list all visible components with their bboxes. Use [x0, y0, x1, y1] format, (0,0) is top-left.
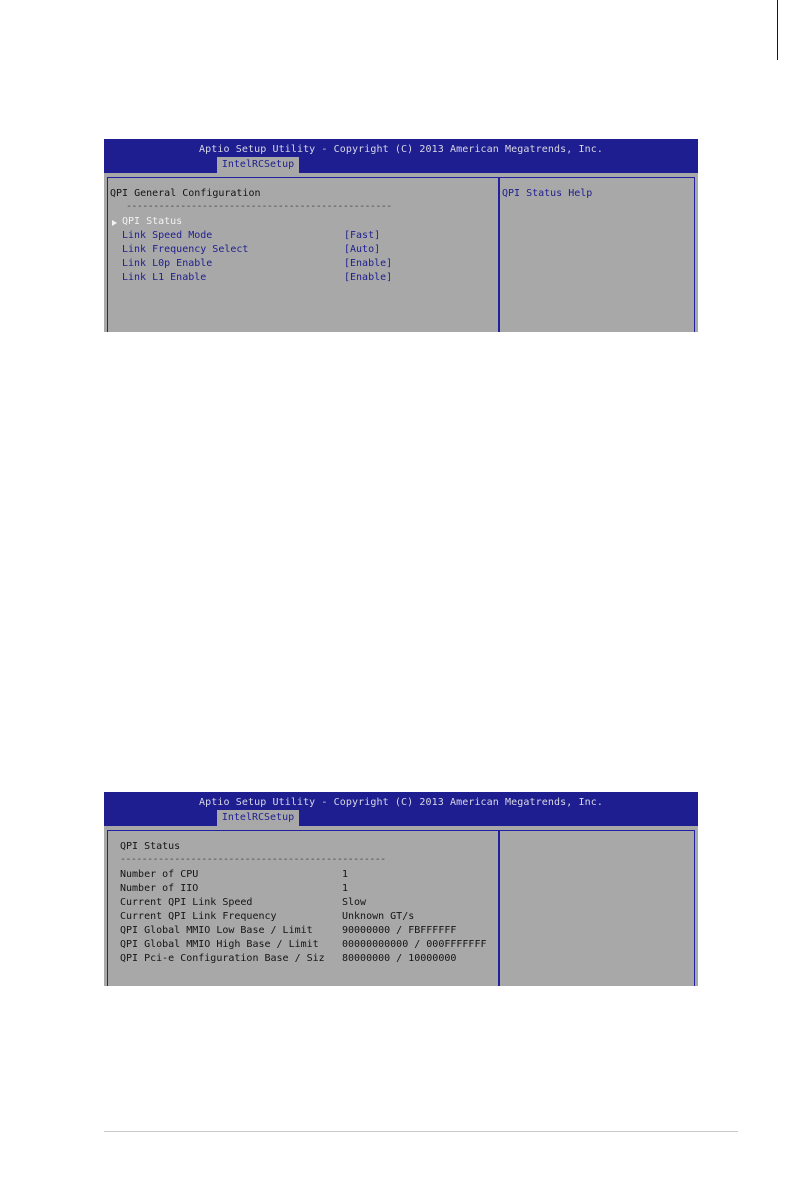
setting-label: Link L1 Enable	[122, 272, 207, 283]
submenu-label: QPI Status	[122, 216, 183, 227]
status-panel	[107, 830, 499, 986]
bios-screen-qpi-status	[104, 792, 698, 986]
info-label: Number of CPU	[120, 869, 199, 880]
info-row-number-of-iio	[120, 883, 492, 897]
info-value: 80000000 / 10000000	[342, 953, 457, 964]
info-label: Current QPI Link Speed	[120, 897, 253, 908]
info-value: 1	[342, 883, 349, 894]
bios-header	[104, 139, 698, 173]
setting-value: [Enable]	[344, 258, 393, 269]
tab-intelrcsetup[interactable]: IntelRCSetup	[217, 810, 299, 826]
setting-label: Link Frequency Select	[122, 244, 249, 255]
settings-panel	[107, 177, 499, 332]
setting-value: [Fast]	[344, 230, 381, 241]
bios-title: Aptio Setup Utility - Copyright (C) 2013 American Megatrends, Inc.	[199, 797, 603, 808]
info-value: 1	[342, 869, 349, 880]
setting-link-frequency-select[interactable]	[108, 244, 488, 258]
info-value: 90000000 / FBFFFFFF	[342, 925, 457, 936]
section-title: QPI Status	[120, 841, 181, 852]
info-label: Current QPI Link Frequency	[120, 911, 277, 922]
section-title: QPI General Configuration	[110, 188, 261, 199]
info-label: QPI Global MMIO High Base / Limit	[120, 939, 319, 950]
info-row-mmio-high	[120, 939, 492, 953]
setting-label: Link L0p Enable	[122, 258, 213, 269]
page-edge-mark	[777, 0, 778, 60]
info-value: 00000000000 / 000FFFFFFF	[342, 939, 487, 950]
info-label: Number of IIO	[120, 883, 199, 894]
setting-link-l1-enable[interactable]	[108, 272, 488, 286]
submenu-arrow-icon	[112, 220, 117, 226]
info-row-pcie-config-base	[120, 953, 492, 967]
info-row-link-speed	[120, 897, 492, 911]
help-panel	[499, 830, 695, 986]
info-value: Slow	[342, 897, 367, 908]
info-row-link-frequency	[120, 911, 492, 925]
info-row-number-of-cpu	[120, 869, 492, 883]
separator: -------------------------------------------------	[126, 201, 392, 212]
info-value: Unknown GT/s	[342, 911, 415, 922]
bios-title: Aptio Setup Utility - Copyright (C) 2013 American Megatrends, Inc.	[199, 144, 603, 155]
setting-label: Link Speed Mode	[122, 230, 213, 241]
help-text: QPI Status Help	[502, 188, 593, 199]
info-row-mmio-low	[120, 925, 492, 939]
setting-value: [Enable]	[344, 272, 393, 283]
help-panel	[499, 177, 695, 332]
setting-link-l0p-enable[interactable]	[108, 258, 488, 272]
bios-header	[104, 792, 698, 826]
setting-link-speed-mode[interactable]	[108, 230, 488, 244]
info-label: QPI Global MMIO Low Base / Limit	[120, 925, 313, 936]
setting-value: [Auto]	[344, 244, 381, 255]
separator: -------------------------------------------------	[120, 854, 386, 865]
footer-rule	[104, 1131, 738, 1132]
bios-screen-qpi-general	[104, 139, 698, 332]
tab-intelrcsetup[interactable]: IntelRCSetup	[217, 157, 299, 173]
submenu-qpi-status[interactable]	[108, 216, 308, 230]
info-label: QPI Pci-e Configuration Base / Siz	[120, 953, 325, 964]
